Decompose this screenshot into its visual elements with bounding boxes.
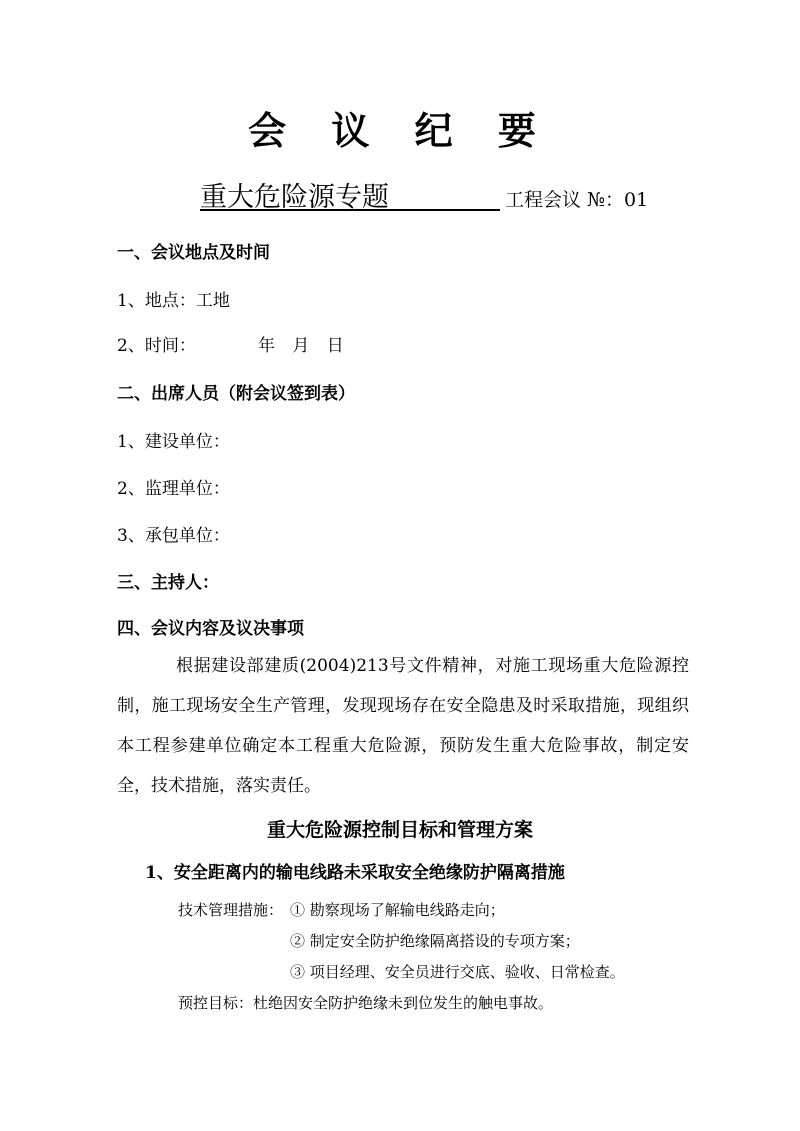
- section2-heading: 二、出席人员（附会议签到表）: [117, 384, 355, 404]
- measure-3: ③ 项目经理、安全员进行交底、验收、日常检查。: [290, 963, 625, 981]
- plan-item-title: 1、安全距离内的输电线路未采取安全绝缘防护隔离措施: [145, 863, 565, 883]
- meeting-content-paragraph: 根据建设部建质(2004)213号文件精神，对施工现场重大危险源控制，施工现场安全生产管理，发现现场存在安全隐患及时采取措施，现组织本工程参建单位确定本工程重大危险源，预防发生重大危险事故，制定安全，技术措施，落实责任。: [117, 656, 689, 796]
- measure-2: ② 制定安全防护绝缘隔离搭设的专项方案；: [290, 932, 580, 950]
- attendee-contractor-unit: 3、承包单位：: [117, 526, 230, 546]
- meeting-time-label: 2、时间：: [117, 336, 196, 356]
- meeting-number: 工程会议 №：01: [505, 189, 649, 211]
- attendee-supervision-unit: 2、监理单位：: [117, 479, 230, 499]
- measure-1: ① 勘察现场了解输电线路走向；: [290, 901, 505, 919]
- section4-heading: 四、会议内容及议决事项: [117, 619, 304, 639]
- attendee-construction-unit: 1、建设单位：: [117, 432, 230, 452]
- subject-underline: [200, 209, 500, 211]
- control-target: 预控目标：杜绝因安全防护绝缘未到位发生的触电事故。: [178, 994, 554, 1012]
- plan-title: 重大危险源控制目标和管理方案: [266, 819, 533, 841]
- meeting-time-value: 年 月 日: [258, 336, 344, 356]
- meeting-location: 1、地点：工地: [117, 291, 230, 311]
- measures-label: 技术管理措施：: [178, 901, 284, 919]
- document-title: 会 议 纪 要: [248, 109, 552, 153]
- section1-heading: 一、会议地点及时间: [117, 243, 270, 263]
- section3-heading: 三、主持人：: [117, 573, 219, 593]
- meeting-subject: 重大危险源专题: [200, 182, 389, 213]
